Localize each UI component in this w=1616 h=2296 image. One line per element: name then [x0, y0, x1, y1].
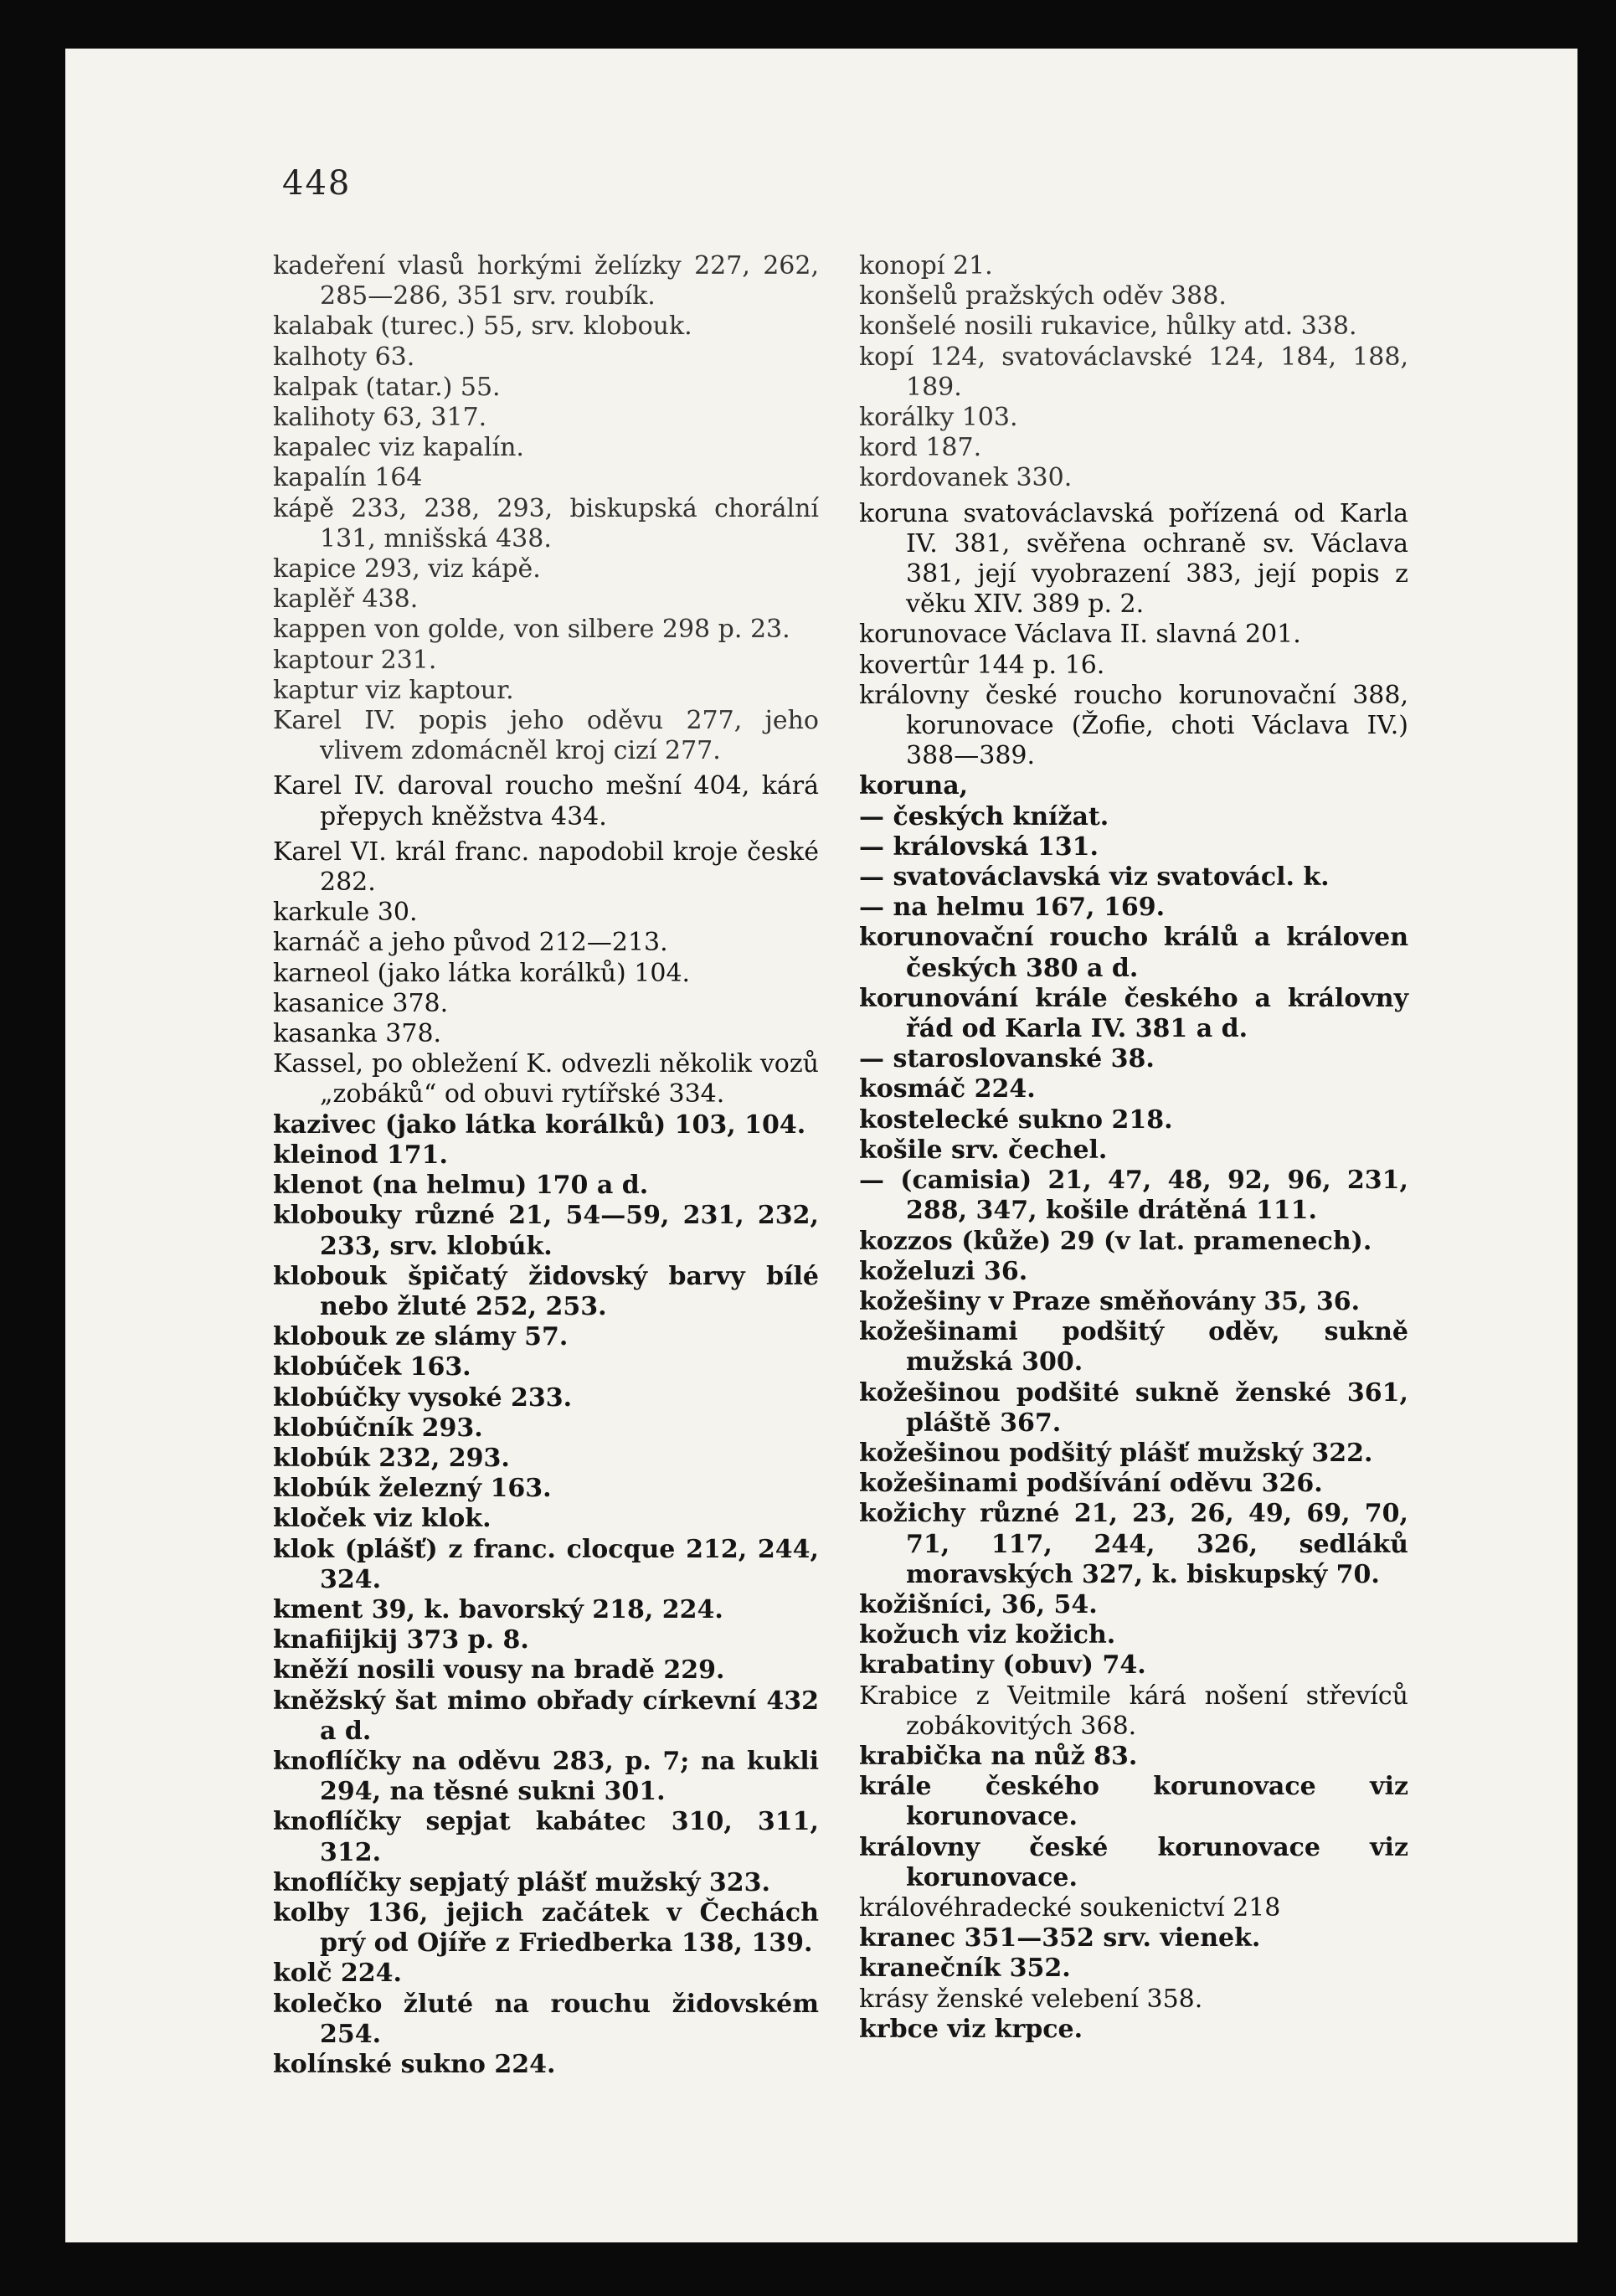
- index-entry: kněží nosili vousy na bradě 229.: [273, 1655, 725, 1686]
- index-entry: klobúčky vysoké 233.: [273, 1382, 573, 1413]
- index-entry: košile srv. čechel.: [859, 1135, 1108, 1165]
- index-entry: — na helmu 167, 169.: [859, 893, 1166, 923]
- index-entry: kalabak (turec.) 55, srv. klobouk.: [273, 311, 692, 342]
- index-entry: kleinod 171.: [273, 1140, 448, 1170]
- index-entry: klobouky různé 21, 54—59, 231, 232, 233, srv. klobúk.: [273, 1201, 819, 1261]
- index-entry: kápě 233, 238, 293, biskupská chorální 131, mnišská 438.: [273, 493, 819, 553]
- index-entry: kožešinou podšité sukně ženské 361, pláště 367.: [859, 1377, 1408, 1438]
- index-entry: kolečko žluté na rouchu židovském 254.: [273, 1989, 819, 2049]
- index-entry: — českých knížat.: [859, 801, 1109, 831]
- index-entry: kalhoty 63.: [273, 342, 415, 372]
- index-entry: Karel IV. daroval roucho mešní 404, kárá přepych kněžstva 434.: [273, 771, 819, 831]
- index-entry: — královská 131.: [859, 831, 1099, 862]
- index-entry: klobúček 163.: [273, 1352, 471, 1382]
- index-entry: Karel IV. popis jeho oděvu 277, jeho vlivem zdomácněl kroj cizí 277.: [273, 706, 819, 766]
- index-entry: kožešinami podšitý oděv, sukně mužská 300.: [859, 1317, 1408, 1377]
- index-entry: kožišníci, 36, 54.: [859, 1589, 1098, 1619]
- index-entry: karkule 30.: [273, 898, 418, 928]
- index-entry: knoflíčky sepjat kabátec 310, 311, 312.: [273, 1807, 819, 1867]
- page-number: 448: [282, 164, 352, 203]
- index-entry: kolč 224.: [273, 1959, 402, 1989]
- index-entry: kalihoty 63, 317.: [273, 403, 487, 433]
- index-entry: konšelů pražských oděv 388.: [859, 281, 1227, 311]
- index-entry: kovertûr 144 p. 16.: [859, 650, 1105, 680]
- index-entry: krásy ženské velebení 358.: [859, 1984, 1203, 2014]
- index-entry: klobúk železný 163.: [273, 1474, 552, 1504]
- index-entry: koruna,: [859, 771, 969, 801]
- index-entry: krabatiny (obuv) 74.: [859, 1650, 1146, 1681]
- index-entry: kazivec (jako látka korálků) 103, 104.: [273, 1109, 806, 1140]
- index-entry: konopí 21.: [859, 251, 993, 281]
- index-entry: královéhradecké soukenictví 218: [859, 1892, 1281, 1923]
- index-entry: klobúčník 293.: [273, 1413, 483, 1443]
- index-entry: kožešinami podšívání oděvu 326.: [859, 1469, 1323, 1499]
- index-entry: krabička na nůž 83.: [859, 1741, 1138, 1771]
- index-entry: královny české roucho korunovační 388, korunovace (Žofie, choti Václava IV.) 388—389.: [859, 680, 1408, 771]
- index-entry: kapice 293, viz kápě.: [273, 554, 541, 584]
- index-entry: klobouk špičatý židovský barvy bílé nebo žluté 252, 253.: [273, 1261, 819, 1321]
- index-entry: kozzos (kůže) 29 (v lat. pramenech).: [859, 1226, 1372, 1256]
- index-entry: — staroslovanské 38.: [859, 1044, 1155, 1074]
- index-entry: kord 187.: [859, 433, 982, 463]
- index-entry: knoflíčky sepjatý plášť mužský 323.: [273, 1867, 770, 1897]
- index-entry: koželuzi 36.: [859, 1256, 1028, 1286]
- index-entry: klok (plášť) z franc. clocque 212, 244, 324.: [273, 1534, 819, 1594]
- index-column-left: [273, 251, 819, 2080]
- index-entry: knoflíčky na oděvu 283, p. 7; na kukli 294, na těsné sukni 301.: [273, 1746, 819, 1807]
- index-entry: klobouk ze slámy 57.: [273, 1322, 569, 1352]
- index-entry: kněžský šat mimo obřady církevní 432 a d.: [273, 1686, 819, 1746]
- index-entry: kaptur viz kaptour.: [273, 675, 514, 705]
- index-column-right: [859, 251, 1408, 2045]
- index-entry: klobúk 232, 293.: [273, 1443, 510, 1473]
- index-entry: kappen von golde, von silbere 298 p. 23.: [273, 615, 790, 645]
- index-entry: Kassel, po obležení K. odvezli několik vozů „zobáků“ od obuvi rytířské 334.: [273, 1049, 819, 1109]
- index-entry: — (camisia) 21, 47, 48, 92, 96, 231, 288, 347, košile drátěná 111.: [859, 1166, 1408, 1226]
- index-entry: kosmáč 224.: [859, 1074, 1036, 1104]
- index-entry: kment 39, k. bavorský 218, 224.: [273, 1594, 723, 1624]
- index-entry: krále českého korunovace viz korunovace.: [859, 1772, 1408, 1832]
- index-entry: kapalec viz kapalín.: [273, 433, 524, 463]
- index-entry: koruna svatováclavská pořízená od Karla IV. 381, svěřena ochraně sv. Václava 381, její vyobrazení 383, její popis z věku XIV. 389 p. 2.: [859, 498, 1408, 620]
- index-entry: královny české korunovace viz korunovace.: [859, 1832, 1408, 1892]
- index-entry: kožichy různé 21, 23, 26, 49, 69, 70, 71, 117, 244, 326, sedláků moravských 327, k. biskupský 70.: [859, 1499, 1408, 1589]
- index-entry: kolínské sukno 224.: [273, 2049, 556, 2079]
- index-entry: korálky 103.: [859, 403, 1018, 433]
- index-entry: kolby 136, jejich začátek v Čechách prý od Ojíře z Friedberka 138, 139.: [273, 1897, 819, 1959]
- index-entry: kalpak (tatar.) 55.: [273, 372, 501, 402]
- index-entry: klenot (na helmu) 170 a d.: [273, 1171, 649, 1201]
- index-entry: kordovanek 330.: [859, 463, 1073, 493]
- index-entry: krbce viz krpce.: [859, 2014, 1083, 2044]
- index-entry: knafiijkij 373 p. 8.: [273, 1625, 529, 1655]
- index-entry: korunovační roucho králů a královen českých 380 a d.: [859, 923, 1408, 983]
- index-entry: karnáč a jeho původ 212—213.: [273, 928, 668, 958]
- index-entry: — svatováclavská viz svatovácl. k.: [859, 862, 1330, 893]
- index-entry: kožešiny v Praze směňovány 35, 36.: [859, 1286, 1361, 1316]
- index-entry: kapalín 164: [273, 463, 423, 493]
- index-entry: Karel VI. král franc. napodobil kroje české 282.: [273, 837, 819, 898]
- index-entry: kranečník 352.: [859, 1954, 1071, 1984]
- index-entry: kranec 351—352 srv. vienek.: [859, 1923, 1261, 1954]
- index-entry: kaptour 231.: [273, 645, 437, 675]
- index-entry: kožuch viz kožich.: [859, 1620, 1116, 1650]
- index-entry: kopí 124, svatováclavské 124, 184, 188, 189.: [859, 342, 1408, 402]
- index-entry: kaplěř 438.: [273, 584, 419, 615]
- index-entry: kostelecké sukno 218.: [859, 1104, 1173, 1135]
- index-entry: karneol (jako látka korálků) 104.: [273, 958, 691, 988]
- index-entry: kloček viz klok.: [273, 1504, 491, 1534]
- index-entry: kasanice 378.: [273, 988, 449, 1018]
- index-entry: korunovace Václava II. slavná 201.: [859, 620, 1301, 650]
- index-entry: kožešinou podšitý plášť mužský 322.: [859, 1438, 1373, 1468]
- index-entry: kasanka 378.: [273, 1019, 442, 1049]
- index-entry: konšelé nosili rukavice, hůlky atd. 338.: [859, 311, 1357, 342]
- index-entry: korunování krále českého a královny řád od Karla IV. 381 a d.: [859, 983, 1408, 1044]
- index-entry: Krabice z Veitmile kárá nošení střevíců zobákovitých 368.: [859, 1681, 1408, 1741]
- index-entry: kadeření vlasů horkými želízky 227, 262, 285—286, 351 srv. roubík.: [273, 251, 819, 311]
